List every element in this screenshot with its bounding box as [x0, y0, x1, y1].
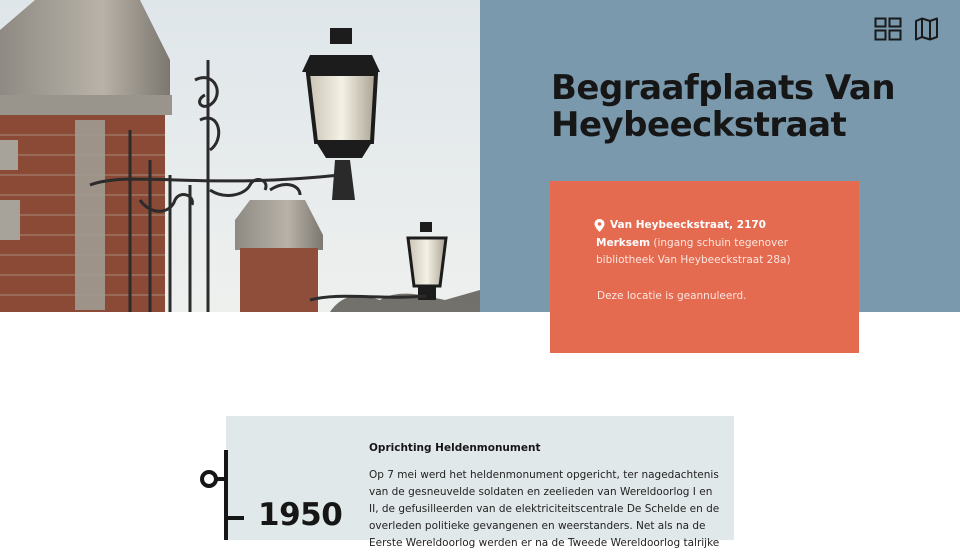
timeline-entry-text: Op 7 mei werd het heldenmonument opgericht, ter nagedachtenis van de gesneuvelde soldaten en zeelieden van Wereldoorlog I en II, de gefusilleerden van de elektriciteitscentrale De Schelde en de overleden politieke gevangenen en weerstanders. Net als na de Eerste Wereldoorlog werden er na de Tweede Wereldoorlog talrijke [369, 469, 720, 549]
cancellation-notice: Deze locatie is geannuleerd. [597, 289, 747, 302]
timeline-entry-title: Oprichting Heldenmonument [369, 442, 541, 454]
page-title: Begraafplaats Van Heybeeckstraat [551, 68, 896, 145]
hero-image-graphic [0, 0, 480, 312]
timeline-year: 1950 [258, 497, 343, 533]
location-info-card [550, 181, 859, 353]
timeline-dot [200, 470, 218, 488]
timeline-line [224, 450, 228, 540]
timeline-year-tick [228, 516, 244, 520]
address-street: Van Heybeeckstraat, 2170 [610, 219, 766, 231]
address-note: (ingang schuin tegenover bibliotheek Van Heybeeckstraat 28a) [596, 236, 791, 266]
location-pin-icon [594, 219, 605, 232]
address-block [596, 217, 839, 270]
grid-view-button[interactable] [874, 17, 902, 41]
address-city: Merksem [596, 236, 651, 249]
hero-image [0, 0, 480, 312]
map-view-button[interactable] [914, 17, 942, 41]
map-icon [914, 17, 940, 41]
grid-icon [874, 17, 902, 41]
